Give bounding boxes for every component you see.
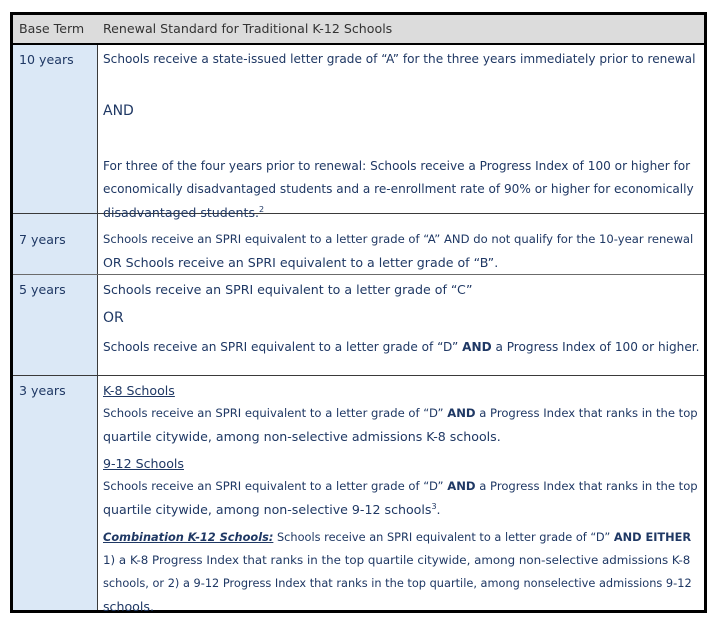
row10-p3: disadvantaged students.$^2$	[103, 205, 265, 220]
row7-line1: Schools receive an SPRI equivalent to a letter grade of “A” AND do not qualify for the 10-year renewal	[103, 232, 694, 246]
k8-line2: quartile citywide, among non-selective admissions K-8 schools.	[103, 429, 501, 444]
row5-or: OR	[103, 310, 124, 326]
row10-line1: Schools receive a state-issued letter grade of “A” for the three years immediately prior to renewal	[103, 52, 696, 66]
combo-line4: schools.	[103, 599, 154, 614]
combo-line3: schools, or 2) a 9-12 Progress Index that ranks in the top quartile, among nonselective admissions 9-12	[103, 576, 692, 590]
combo-line1: Combination K-12 Schools: Schools receive an SPRI equivalent to a letter grade of “D” AND EITHER	[103, 530, 692, 544]
footnote-2: 2	[259, 205, 265, 214]
term-7-years: 7 years	[19, 232, 66, 247]
row5-line2: Schools receive an SPRI equivalent to a letter grade of “D” AND a Progress Index of 100 or higher.	[103, 340, 700, 354]
row-divider	[13, 274, 704, 275]
term-5-years: 5 years	[19, 282, 66, 297]
row10-and: AND	[103, 103, 134, 119]
k8-line1: Schools receive an SPRI equivalent to a letter grade of “D” AND a Progress Index that ranks in the top	[103, 406, 698, 420]
term-10-years: 10 years	[19, 52, 74, 67]
term-3-years: 3 years	[19, 383, 66, 398]
row5-line1: Schools receive an SPRI equivalent to a letter grade of “C”	[103, 282, 473, 297]
row7-line2: OR Schools receive an SPRI equivalent to a letter grade of “B”.	[103, 255, 499, 270]
combo-line2: 1) a K-8 Progress Index that ranks in the top quartile citywide, among non-selective admissions K-8	[103, 553, 691, 567]
row-divider	[13, 375, 704, 376]
row10-p2: economically disadvantaged students and a re-enrollment rate of 90% or higher for economically	[103, 182, 694, 196]
row10-p1: For three of the four years prior to renewal: Schools receive a Progress Index of 100 or higher for	[103, 159, 691, 173]
header-renewal-standard: Renewal Standard for Traditional K-12 Schools	[103, 21, 393, 36]
k8-schools-title: K-8 Schools	[103, 383, 175, 398]
base-term-column	[13, 15, 98, 610]
hs-line2: quartile citywide, among non-selective 9-12 schools$^3$.	[103, 502, 441, 517]
renewal-standards-table	[10, 12, 707, 613]
hs-line1: Schools receive an SPRI equivalent to a letter grade of “D” AND a Progress Index that ranks in the top	[103, 479, 698, 493]
header-base-term: Base Term	[19, 21, 85, 36]
hs-schools-title: 9-12 Schools	[103, 456, 184, 471]
footnote-3: 3	[431, 502, 437, 511]
